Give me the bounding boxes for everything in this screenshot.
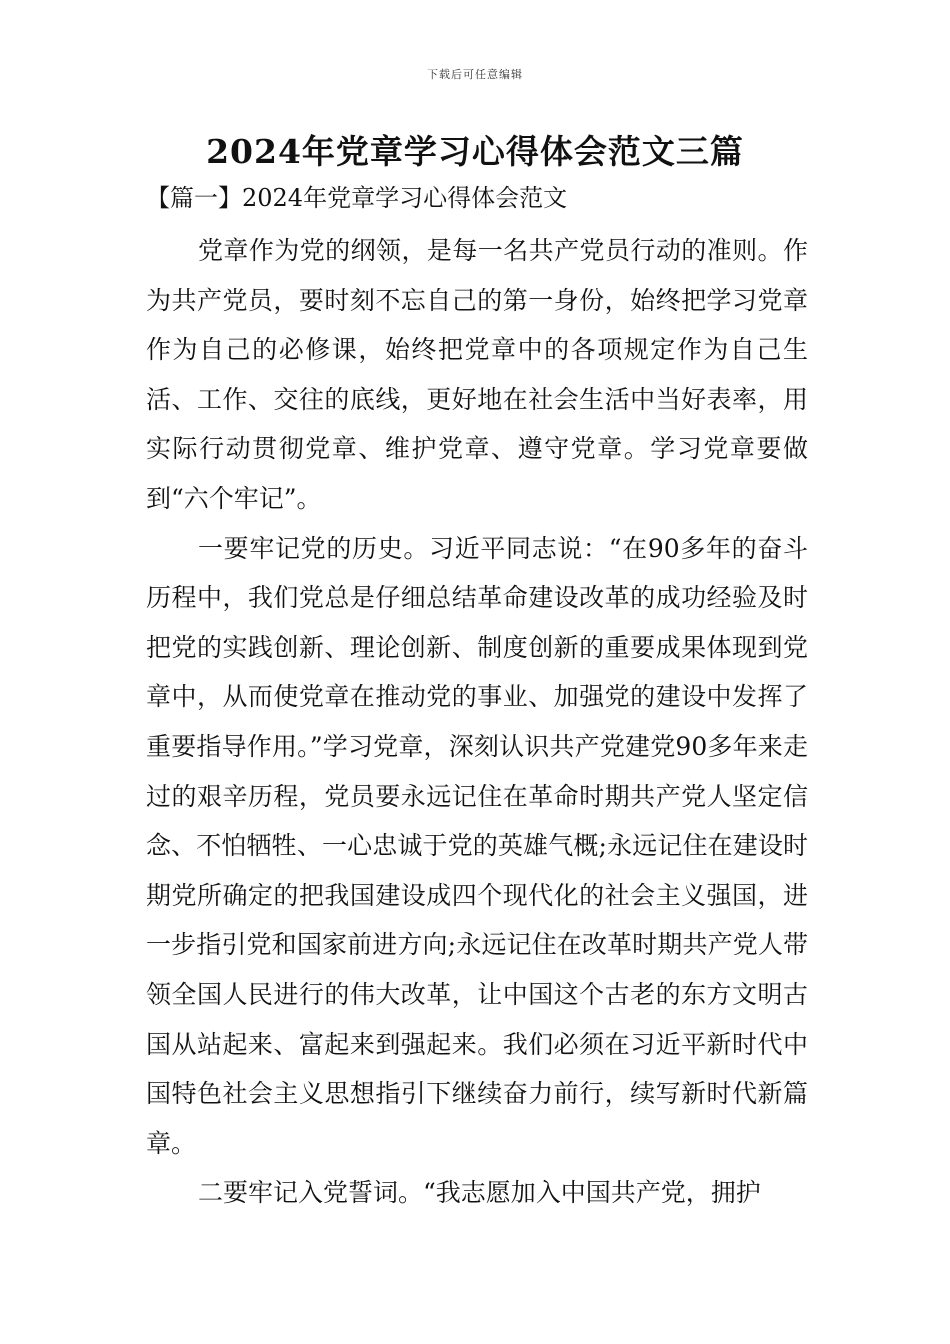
paragraph-intro: 党章作为党的纲领，是每一名共产党员行动的准则。作为共产党员，要时刻不忘自己的第一身份，始终把学习党章作为自己的必修课，始终把党章中的各项规定作为自己生活、工作、交往的底线，更好地在社会生活中当好表率，用实际行动贯彻党章、维护党章、遵守党章。学习党章要做到“六个牢记”。: [146, 236, 808, 513]
header-note: 下载后可任意编辑: [427, 68, 523, 81]
body-text: [146, 226, 808, 1218]
paragraph-party-history: 一要牢记党的历史。习近平同志说：“在90多年的奋斗历程中，我们党总是仔细总结革命建设改革的成功经验及时把党的实践创新、理论创新、制度创新的重要成果体现到党章中，从而使党章在推动党的事业、加强党的建设中发挥了重要指导作用。”学习党章，深刻认识共产党建党90多年来走过的艰辛历程，党员要永远记住在革命时期共产党人坚定信念、不怕牺牲、一心忠诚于党的英雄气概;永远记住在建设时期党所确定的把我国建设成四个现代化的社会主义强国，进一步指引党和国家前进方向;永远记住在改革时期共产党人带领全国人民进行的伟大改革，让中国这个古老的东方文明古国从站起来、富起来到强起来。我们必须在习近平新时代中国特色社会主义思想指引下继续奋力前行，续写新时代新篇章。: [146, 533, 808, 1158]
section-heading: 【篇一】2024年党章学习心得体会范文: [146, 184, 568, 212]
paragraph-oath: 二要牢记入党誓词。“我志愿加入中国共产党，拥护: [198, 1178, 761, 1208]
document-title: 2024年党章学习心得体会范文三篇: [206, 132, 744, 171]
